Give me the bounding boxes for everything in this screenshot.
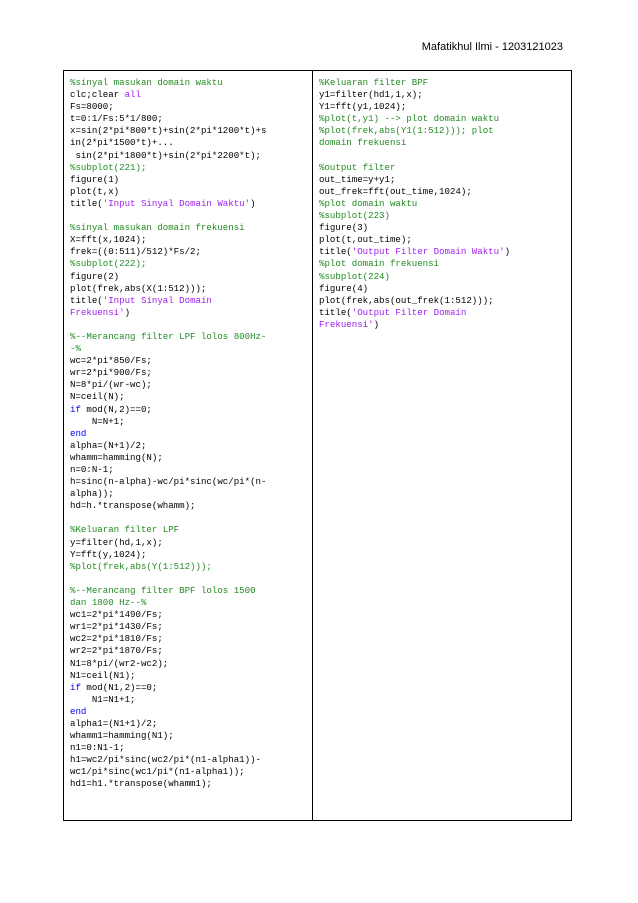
code-line [70, 524, 306, 536]
code-comment: dan 1800 Hz--% [70, 597, 147, 609]
code-text: plot(t,out_time); [319, 234, 412, 246]
code-keyword: if [70, 403, 87, 415]
code-line [70, 778, 306, 790]
code-comment: %subplot(223) [319, 210, 390, 222]
code-line [70, 307, 306, 319]
code-line [70, 609, 306, 621]
code-line [70, 597, 306, 609]
code-string: 'Input Sinyal Domain [102, 294, 212, 306]
code-line [319, 125, 565, 137]
code-line [70, 682, 306, 694]
code-line [70, 645, 306, 657]
code-text: x=sin(2*pi*800*t)+sin(2*pi*1200*t)+s [70, 125, 267, 137]
code-text: mod(N1,2)==0; [86, 681, 158, 693]
code-text: wc1/pi*sinc(wc1/pi*(n1-alpha1)); [70, 766, 245, 778]
code-line [70, 137, 306, 149]
code-line [70, 162, 306, 174]
code-text: mod(N,2)==0; [86, 403, 152, 415]
code-line [70, 355, 306, 367]
code-line [70, 488, 306, 500]
code-line [70, 416, 306, 428]
code-text: in(2*pi*1500*t)+... [70, 137, 174, 149]
code-line [70, 621, 306, 633]
code-text: out_time=y+y1; [319, 173, 396, 185]
code-line [70, 670, 306, 682]
code-line [319, 101, 565, 113]
code-text: h=sinc(n-alpha)-wc/pi*sinc(wc/pi*(n- [70, 476, 267, 488]
code-comment: -% [70, 343, 81, 355]
code-comment: %sinyal masukan domain waktu [70, 77, 223, 88]
code-comment: %sinyal masukan domain frekuensi [70, 222, 245, 234]
code-line [70, 404, 306, 416]
code-text: wr1=2*pi*1430/Fs; [70, 621, 163, 633]
code-text: y1=filter(hd1,1,x); [319, 89, 423, 101]
code-string: 'Output Filter Domain [351, 306, 467, 318]
code-line [319, 77, 565, 89]
code-text: Y=fft(y,1024); [70, 548, 147, 560]
code-text: t=0:1/Fs:5*1/800; [70, 113, 163, 125]
code-string: 'Input Sinyal Domain Waktu' [102, 197, 251, 209]
code-line [70, 283, 306, 295]
code-text: clc;clear [70, 89, 125, 101]
code-text: whamm1=hamming(N1); [70, 730, 174, 742]
code-comment: %plot(t,y1) --> plot domain waktu [319, 113, 500, 125]
code-line [70, 766, 306, 778]
code-text: alpha)); [70, 488, 114, 500]
code-line [319, 210, 565, 222]
code-line [70, 549, 306, 561]
code-table [63, 70, 572, 821]
code-line [70, 561, 306, 573]
code-line [70, 258, 306, 270]
code-column-left [64, 71, 313, 820]
code-comment: %subplot(224) [319, 270, 390, 282]
code-text: hd=h.*transpose(whamm); [70, 500, 196, 512]
code-comment: %subplot(221); [70, 161, 147, 173]
code-keyword: end [70, 705, 87, 717]
code-line [70, 694, 306, 706]
code-text: X=fft(x,1024); [70, 234, 147, 246]
code-text: h1=wc2/pi*sinc(wc2/pi*(n1-alpha1))- [70, 754, 261, 766]
code-text: n1=0:N1-1; [70, 742, 125, 754]
code-text: sin(2*pi*1800*t)+sin(2*pi*2200*t); [70, 149, 261, 161]
code-text: Fs=8000; [70, 101, 114, 113]
code-line [70, 718, 306, 730]
code-line [319, 258, 565, 270]
code-line [319, 162, 565, 174]
code-line [319, 295, 565, 307]
code-line [70, 186, 306, 198]
code-line [70, 428, 306, 440]
code-line [70, 319, 306, 331]
code-line [319, 150, 565, 162]
code-text: N1=N1+1; [70, 693, 136, 705]
code-comment: %plot(frek,abs(Y1(1:512))); plot [319, 125, 494, 137]
code-text: y=filter(hd,1,x); [70, 536, 163, 548]
code-line [70, 440, 306, 452]
code-text: ) [124, 306, 131, 318]
code-line [70, 113, 306, 125]
code-text: wr=2*pi*900/Fs; [70, 367, 152, 379]
code-text: ) [504, 246, 511, 258]
code-text: n=0:N-1; [70, 464, 114, 475]
code-text: N=N+1; [70, 415, 125, 427]
code-line [70, 742, 306, 754]
code-line [319, 186, 565, 198]
code-line [70, 500, 306, 512]
code-line [319, 137, 565, 149]
code-line [70, 222, 306, 234]
code-comment: %--Merancang filter LPF lolos 800Hz- [70, 330, 267, 342]
code-line [70, 633, 306, 645]
code-line [70, 573, 306, 585]
code-line [319, 198, 565, 210]
code-text: plot(frek,abs(out_frek(1:512))); [319, 294, 494, 306]
code-line [70, 367, 306, 379]
code-text: figure(1) [70, 173, 120, 185]
code-line [70, 210, 306, 222]
code-text: N1=ceil(N1); [70, 669, 136, 681]
code-line [70, 464, 306, 476]
code-text: wc1=2*pi*1490/Fs; [70, 609, 163, 621]
code-line [70, 101, 306, 113]
code-line [70, 706, 306, 718]
code-line [70, 391, 306, 403]
code-keyword: end [70, 427, 87, 439]
code-line [70, 331, 306, 343]
code-line [70, 125, 306, 137]
code-comment: %output filter [319, 161, 396, 173]
code-text: frek=((0:511)/512)*Fs/2; [70, 246, 201, 258]
code-text: N=ceil(N); [70, 391, 125, 403]
code-text: title( [70, 197, 103, 209]
code-line [70, 150, 306, 162]
code-comment: %plot domain frekuensi [319, 258, 440, 270]
code-text: hd1=h1.*transpose(whamm1); [70, 778, 212, 790]
code-comment: %--Merancang filter BPF lolos 1500 [70, 584, 256, 596]
code-line [319, 222, 565, 234]
code-line [70, 234, 306, 246]
code-line [319, 113, 565, 125]
code-line [70, 295, 306, 307]
code-line [70, 452, 306, 464]
code-line [319, 246, 565, 258]
code-line [70, 379, 306, 391]
code-string: Frekuensi' [319, 318, 374, 330]
code-text: whamm=hamming(N); [70, 451, 163, 463]
code-text: figure(3) [319, 222, 369, 234]
code-line [70, 585, 306, 597]
code-line [70, 730, 306, 742]
code-string: 'Output Filter Domain Waktu' [351, 246, 505, 258]
code-text: wc=2*pi*850/Fs; [70, 355, 152, 367]
code-text: title( [319, 246, 352, 258]
code-column-right [313, 71, 571, 820]
code-text: N=8*pi/(wr-wc); [70, 379, 152, 391]
code-comment: %plot domain waktu [319, 197, 418, 209]
code-text: alpha=(N+1)/2; [70, 439, 147, 451]
code-line [319, 174, 565, 186]
code-text: N1=8*pi/(wr2-wc2); [70, 657, 169, 669]
code-line [319, 283, 565, 295]
code-line [319, 234, 565, 246]
code-line [319, 307, 565, 319]
code-text: figure(2) [70, 270, 120, 282]
code-text: ) [250, 197, 256, 209]
code-text: ) [373, 318, 380, 330]
code-text: title( [319, 306, 352, 318]
code-comment: %subplot(222); [70, 258, 147, 270]
code-line [319, 319, 565, 331]
code-line [70, 246, 306, 258]
code-text: plot(frek,abs(X(1:512))); [70, 282, 207, 294]
code-text: wc2=2*pi*1810/Fs; [70, 633, 163, 645]
code-text: wr2=2*pi*1870/Fs; [70, 645, 163, 657]
code-line [70, 198, 306, 210]
code-line [319, 89, 565, 101]
code-text: plot(t,x) [70, 185, 120, 197]
code-line [70, 271, 306, 283]
code-keyword: if [70, 681, 87, 693]
code-line [319, 271, 565, 283]
code-line [70, 537, 306, 549]
code-text: alpha1=(N1+1)/2; [70, 717, 158, 729]
code-text: title( [70, 294, 103, 306]
code-line [70, 476, 306, 488]
code-comment: %Keluaran filter BPF [319, 77, 429, 88]
code-line [70, 77, 306, 89]
code-text: Y1=fft(y1,1024); [319, 101, 407, 113]
code-text: out_frek=fft(out_time,1024); [319, 185, 472, 197]
code-comment: %plot(frek,abs(Y(1:512))); [70, 560, 212, 572]
code-string: all [124, 89, 141, 101]
code-text: figure(4) [319, 282, 369, 294]
code-line [70, 512, 306, 524]
code-comment: %Keluaran filter LPF [70, 524, 180, 536]
code-line [70, 174, 306, 186]
code-line [70, 658, 306, 670]
page-header-author: Mafatikhul Ilmi - 1203121023 [421, 41, 563, 53]
code-line [70, 754, 306, 766]
code-line [70, 343, 306, 355]
code-line [70, 89, 306, 101]
code-comment: domain frekuensi [319, 137, 407, 149]
code-string: Frekuensi' [70, 306, 125, 318]
